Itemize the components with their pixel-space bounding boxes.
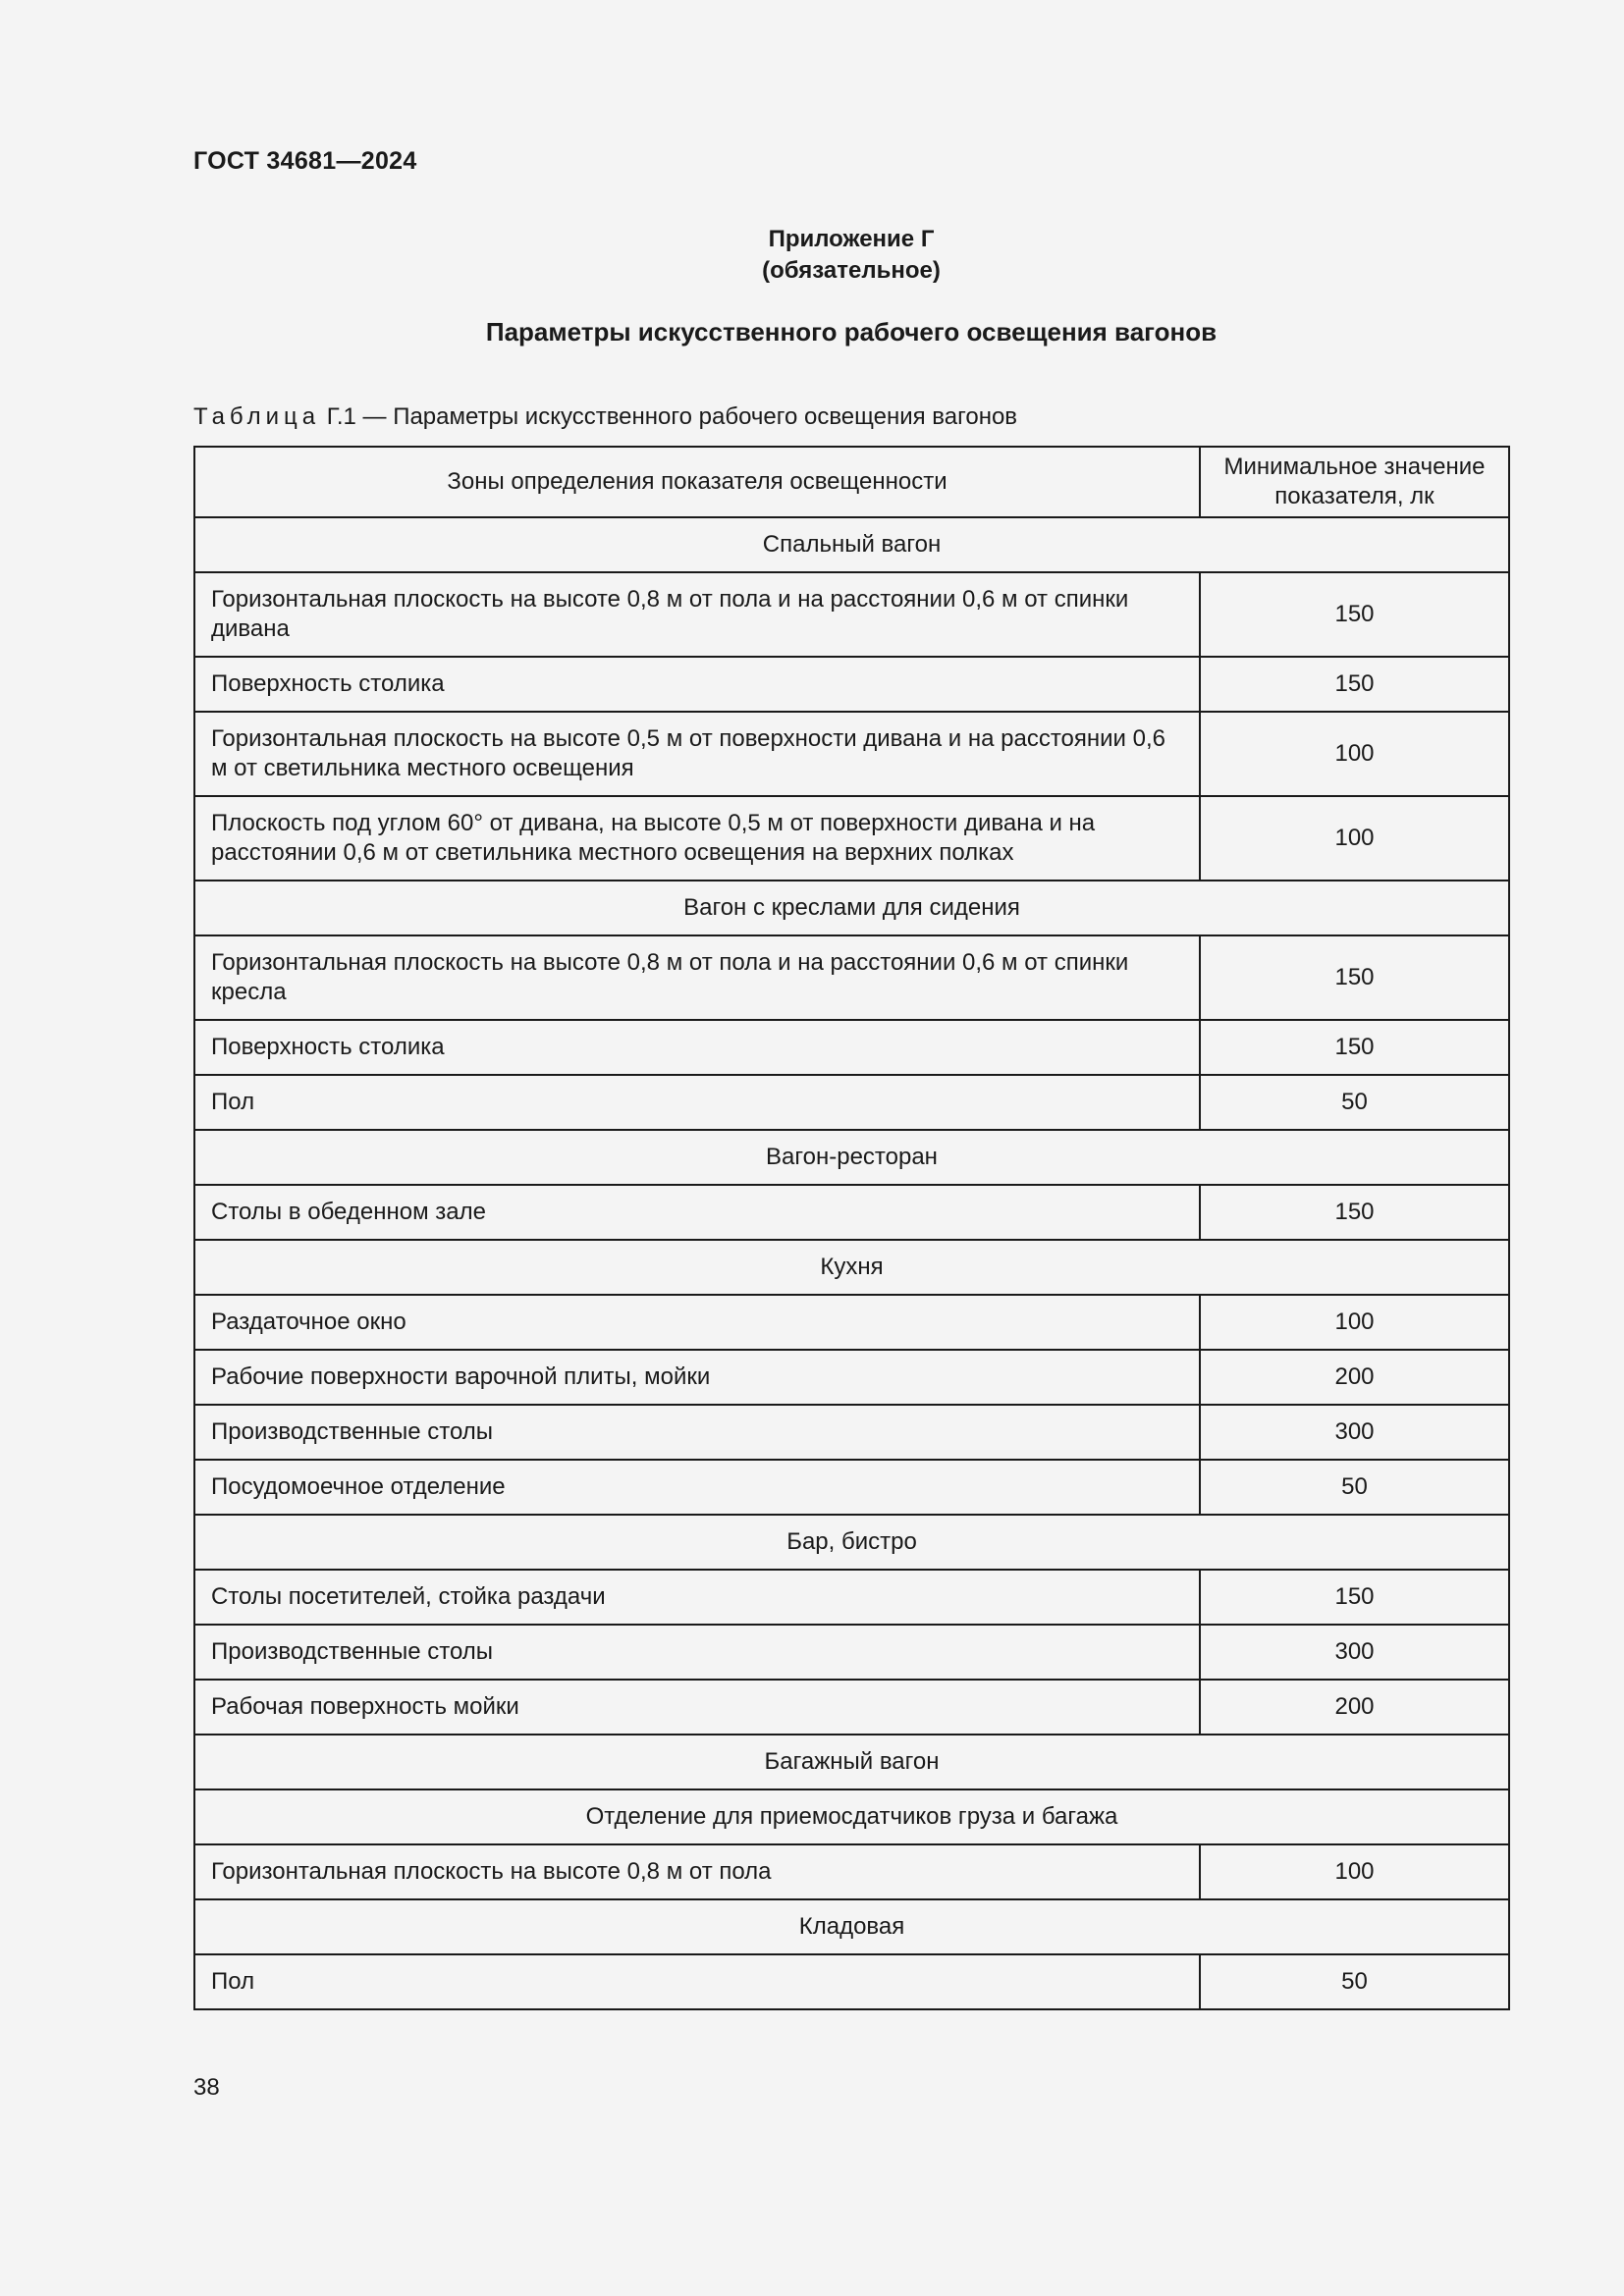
group-label: Вагон с креслами для сидения (194, 881, 1509, 935)
zone-cell: Пол (194, 1075, 1200, 1130)
group-row (194, 1735, 1509, 1789)
zone-cell: Рабочая поверхность мойки (194, 1680, 1200, 1735)
illumination-table (193, 446, 1510, 2010)
value-cell: 150 (1200, 1570, 1509, 1625)
value-cell: 100 (1200, 712, 1509, 796)
value-cell: 150 (1200, 657, 1509, 712)
zone-cell: Поверхность столика (194, 1020, 1200, 1075)
value-cell: 50 (1200, 1460, 1509, 1515)
table-row (194, 1350, 1509, 1405)
appendix-status: (обязательное) (762, 257, 941, 284)
zone-cell: Плоскость под углом 60° от дивана, на высоте 0,5 м от поверхности дивана и на расстоянии 0,6 м от светильника местного освещения на верхних полках (194, 796, 1200, 881)
column-header-value: Минимальное значение показателя, лк (1200, 447, 1509, 517)
appendix-heading (0, 224, 1624, 287)
group-row (194, 517, 1509, 572)
group-label: Багажный вагон (194, 1735, 1509, 1789)
value-cell: 200 (1200, 1680, 1509, 1735)
table-row (194, 1405, 1509, 1460)
value-cell: 150 (1200, 1185, 1509, 1240)
table-row (194, 796, 1509, 881)
table-row (194, 1075, 1509, 1130)
subgroup-row (194, 1515, 1509, 1570)
zone-cell: Столы в обеденном зале (194, 1185, 1200, 1240)
value-cell: 150 (1200, 935, 1509, 1020)
zone-cell: Посудомоечное отделение (194, 1460, 1200, 1515)
zone-cell: Производственные столы (194, 1625, 1200, 1680)
table-row (194, 1295, 1509, 1350)
group-row (194, 1130, 1509, 1185)
zone-cell: Раздаточное окно (194, 1295, 1200, 1350)
table-caption-label: Таблица (193, 403, 321, 430)
value-cell: 50 (1200, 1075, 1509, 1130)
table-row (194, 1844, 1509, 1899)
table-caption-text: Г.1 — Параметры искусственного рабочего освещения вагонов (326, 403, 1018, 430)
table-row (194, 1954, 1509, 2009)
table-row (194, 1625, 1509, 1680)
value-cell: 200 (1200, 1350, 1509, 1405)
subgroup-label: Кухня (194, 1240, 1509, 1295)
value-cell: 300 (1200, 1625, 1509, 1680)
appendix-title: Приложение Г (768, 226, 935, 252)
value-cell: 100 (1200, 1295, 1509, 1350)
table-row (194, 1020, 1509, 1075)
subgroup-row (194, 1899, 1509, 1954)
zone-cell: Горизонтальная плоскость на высоте 0,8 м от пола и на расстоянии 0,6 м от спинки кресла (194, 935, 1200, 1020)
value-cell: 50 (1200, 1954, 1509, 2009)
group-label: Вагон-ресторан (194, 1130, 1509, 1185)
zone-cell: Производственные столы (194, 1405, 1200, 1460)
subgroup-label: Кладовая (194, 1899, 1509, 1954)
table-row (194, 935, 1509, 1020)
subgroup-label: Бар, бистро (194, 1515, 1509, 1570)
table-caption (193, 403, 1017, 431)
table-row (194, 657, 1509, 712)
table-row (194, 1460, 1509, 1515)
subgroup-row (194, 1789, 1509, 1844)
group-row (194, 881, 1509, 935)
value-cell: 150 (1200, 1020, 1509, 1075)
table-row (194, 1570, 1509, 1625)
table-row (194, 712, 1509, 796)
column-header-zone: Зоны определения показателя освещенности (194, 447, 1200, 517)
table-row (194, 1680, 1509, 1735)
zone-cell: Столы посетителей, стойка раздачи (194, 1570, 1200, 1625)
document-code: ГОСТ 34681—2024 (193, 147, 417, 175)
value-cell: 300 (1200, 1405, 1509, 1460)
zone-cell: Поверхность столика (194, 657, 1200, 712)
zone-cell: Горизонтальная плоскость на высоте 0,8 м от пола и на расстоянии 0,6 м от спинки дивана (194, 572, 1200, 657)
zone-cell: Пол (194, 1954, 1200, 2009)
subgroup-label: Отделение для приемосдатчиков груза и багажа (194, 1789, 1509, 1844)
zone-cell: Горизонтальная плоскость на высоте 0,5 м от поверхности дивана и на расстоянии 0,6 м от светильника местного освещения (194, 712, 1200, 796)
table-row (194, 1185, 1509, 1240)
zone-cell: Горизонтальная плоскость на высоте 0,8 м от пола (194, 1844, 1200, 1899)
value-cell: 100 (1200, 796, 1509, 881)
value-cell: 150 (1200, 572, 1509, 657)
page-number: 38 (193, 2074, 220, 2101)
table-row (194, 572, 1509, 657)
section-title: Параметры искусственного рабочего освещения вагонов (485, 317, 1218, 347)
group-label: Спальный вагон (194, 517, 1509, 572)
value-cell: 100 (1200, 1844, 1509, 1899)
subgroup-row (194, 1240, 1509, 1295)
zone-cell: Рабочие поверхности варочной плиты, мойки (194, 1350, 1200, 1405)
table-header-row (194, 447, 1509, 517)
